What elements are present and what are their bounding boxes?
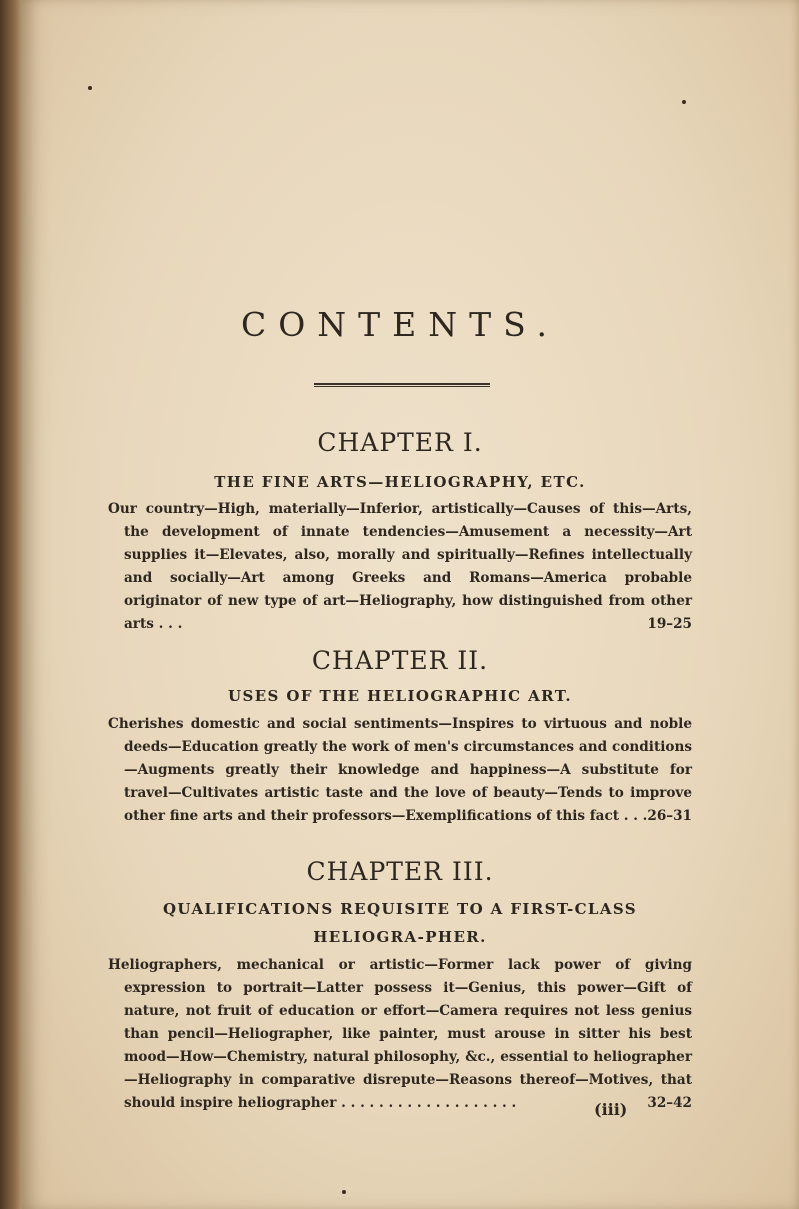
chapter-1-pages: 19–25 (647, 616, 692, 632)
paper-speck (342, 1190, 346, 1194)
chapter-1-heading: CHAPTER I. (317, 428, 483, 457)
chapter-3-summary (108, 954, 692, 1115)
chapter-3-subtitle: QUALIFICATIONS REQUISITE TO A FIRST-CLASS HELIOGRA-PHER. (162, 900, 638, 946)
chapter-2-subtitle: USES OF THE HELIOGRAPHIC ART. (228, 687, 572, 705)
chapter-2-summary-text: Cherishes domestic and social sentiments—Inspires to virtuous and noble deeds—Education greatly the work of men's circumstances and conditions—Augments greatly their knowledge and happiness—A substitute for travel—Cultivates artistic taste and the love of beauty—Tends to improve other fine arts and their professors—Exemplifications of this fact . . . (108, 716, 692, 824)
chapter-3-pages: 32–42 (647, 1095, 692, 1111)
chapter-2-summary (108, 713, 692, 828)
chapter-3-heading: CHAPTER III. (306, 857, 494, 886)
title-rule (314, 383, 490, 387)
book-page (22, 0, 799, 1209)
chapter-1-subtitle: THE FINE ARTS—HELIOGRAPHY, ETC. (214, 473, 586, 491)
paper-speck (682, 100, 686, 104)
chapter-3-summary-text: Heliographers, mechanical or artistic—Former lack power of giving expression to portrait—Latter possess it—Genius, this power—Gift of nature, not fruit of education or effort—Camera requires not less genius than pencil—Heliographer, like painter, must arouse in sitter his best mood—How—Chemistry, natural philosophy, &c., essential to heliographer—Heliography in comparative disrepute—Reasons thereof—Motives, that should inspire heliographer . . . . . . . . . . . . . . . . . . . (108, 957, 692, 1111)
chapter-1-summary (108, 498, 692, 636)
page-title: CONTENTS. (240, 305, 560, 344)
page-folio: (iii) (594, 1100, 628, 1119)
chapter-1-summary-text: Our country—High, materially—Inferior, artistically—Causes of this—Arts, the development of innate tendencies—Amusement a necessity—Art supplies it—Elevates, also, morally and spiritually—Refines intellectually and socially—Art among Greeks and Romans—America probable originator of new type of art—Heliography, how distinguished from other arts . . . (108, 501, 692, 632)
paper-speck (88, 86, 92, 90)
chapter-2-pages: 26–31 (647, 808, 692, 824)
chapter-2-heading: CHAPTER II. (311, 646, 489, 675)
